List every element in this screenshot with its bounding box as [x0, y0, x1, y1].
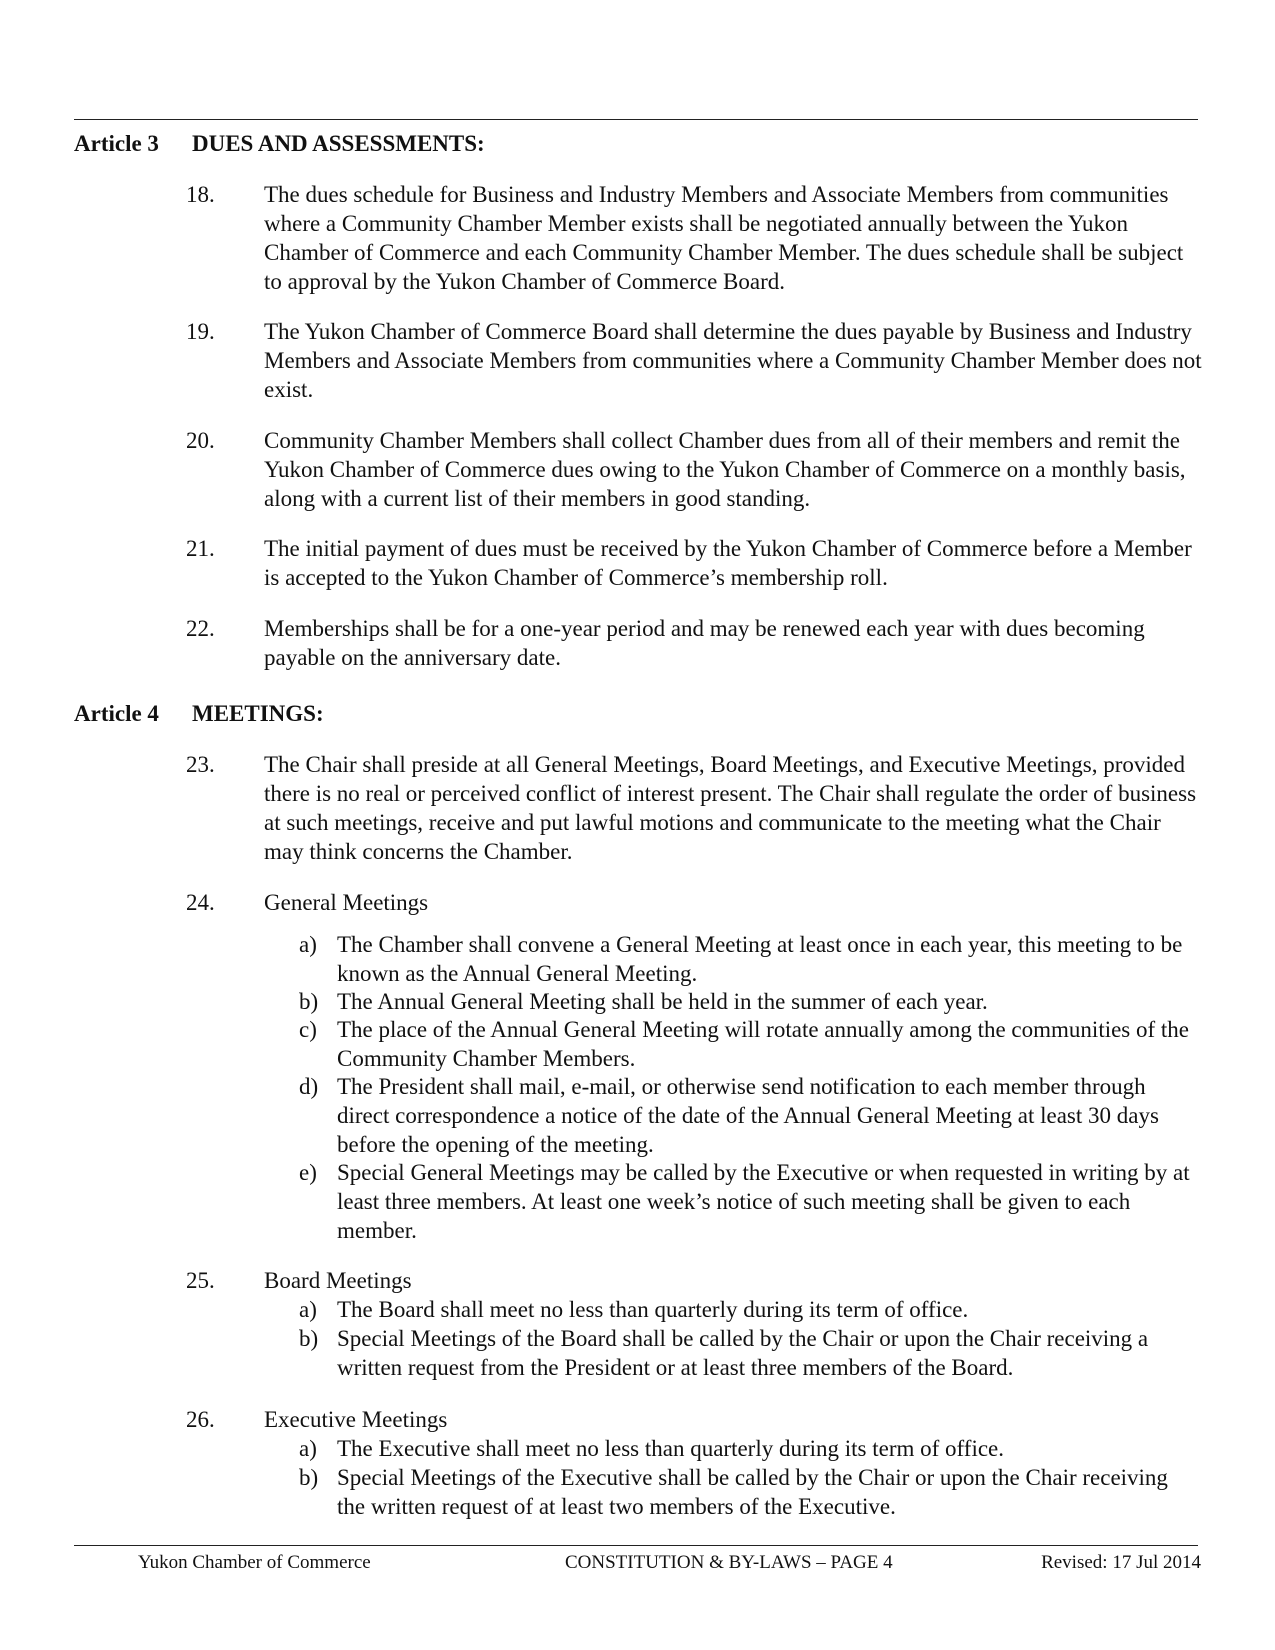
clause-number: 20. — [186, 428, 215, 453]
footer-organization: Yukon Chamber of Commerce — [138, 1552, 371, 1573]
clause-number: 19. — [186, 319, 215, 344]
sub-text: The President shall mail, e-mail, or otherwise send notification to each member through direct correspondence a notice of the date of the Annual General Meeting at least 30 days before the opening of the meeting. — [337, 1074, 1159, 1157]
sub-text: Special Meetings of the Board shall be called by the Chair or upon the Chair receiving a written request from the President or at least three members of the Board. — [337, 1326, 1149, 1380]
clause-number: 22. — [186, 616, 215, 641]
clause-number: 21. — [186, 536, 215, 561]
sub-text: The place of the Annual General Meeting will rotate annually among the communities of the Community Chamber Members. — [337, 1017, 1190, 1071]
sub-letter: e) — [299, 1160, 317, 1185]
clause-number: 18. — [186, 182, 215, 207]
article-number: Article 3 — [74, 131, 159, 156]
clause-number: 23. — [186, 752, 215, 777]
footer-revised-date: Revised: 17 Jul 2014 — [1041, 1552, 1201, 1573]
footer-rule — [74, 1545, 1198, 1546]
clause-text: The initial payment of dues must be received by the Yukon Chamber of Commerce before a Member is accepted to the Yukon Chamber of Commerce’s membership roll. — [264, 536, 1192, 590]
sub-text: The Annual General Meeting shall be held in the summer of each year. — [337, 989, 988, 1014]
sub-text: The Board shall meet no less than quarterly during its term of office. — [337, 1297, 969, 1322]
clause-number: 25. — [186, 1268, 215, 1293]
article-4-heading — [74, 700, 324, 728]
clause-text: The dues schedule for Business and Industry Members and Associate Members from communities where a Community Chamber Member exists shall be negotiated annually between the Yukon Chamber of Commerce and each Community Chamber Member. The dues schedule shall be subject to approval by the Yukon Chamber of Commerce Board. — [264, 182, 1184, 294]
sub-letter: a) — [299, 1297, 317, 1322]
clause-text: The Yukon Chamber of Commerce Board shall determine the dues payable by Business and Industry Members and Associate Members from communities where a Community Chamber Member does not exist. — [264, 319, 1202, 402]
article-number: Article 4 — [74, 701, 159, 726]
clause-heading: Executive Meetings — [264, 1407, 448, 1432]
sub-text: The Chamber shall convene a General Meeting at least once in each year, this meeting to be known as the Annual General Meeting. — [337, 932, 1183, 986]
footer-document-title: CONSTITUTION & BY-LAWS – PAGE 4 — [565, 1552, 893, 1573]
clause-number: 24. — [186, 890, 215, 915]
sub-letter: a) — [299, 1436, 317, 1461]
sub-text: Special General Meetings may be called by the Executive or when requested in writing by at least three members. At least one week’s notice of such meeting shall be given to each member. — [337, 1160, 1190, 1243]
sub-text: Special Meetings of the Executive shall be called by the Chair or upon the Chair receiving the written request of at least two members of the Executive. — [337, 1465, 1168, 1519]
header-rule — [74, 119, 1198, 120]
sub-letter: c) — [299, 1017, 317, 1042]
clause-number: 26. — [186, 1407, 215, 1432]
sub-letter: d) — [299, 1074, 319, 1099]
clause-text: Memberships shall be for a one-year period and may be renewed each year with dues becoming payable on the anniversary date. — [264, 616, 1145, 670]
clause-heading: General Meetings — [264, 890, 429, 915]
sub-letter: a) — [299, 932, 317, 957]
clause-heading: Board Meetings — [264, 1268, 412, 1293]
clause-text: The Chair shall preside at all General Meetings, Board Meetings, and Executive Meetings, provided there is no real or perceived conflict of interest present. The Chair shall regulate the order of business at such meetings, receive and put lawful motions and communicate to the meeting what the Chair may think concerns the Chamber. — [264, 752, 1197, 864]
sub-letter: b) — [299, 1326, 319, 1351]
article-3-heading — [74, 130, 485, 158]
sub-letter: b) — [299, 1465, 319, 1490]
clause-text: Community Chamber Members shall collect Chamber dues from all of their members and remit the Yukon Chamber of Commerce dues owing to the Yukon Chamber of Commerce on a monthly basis, along with a current list of their members in good standing. — [264, 428, 1186, 511]
sub-letter: b) — [299, 989, 319, 1014]
sub-text: The Executive shall meet no less than quarterly during its term of office. — [337, 1436, 1005, 1461]
article-title: DUES AND ASSESSMENTS: — [192, 131, 485, 156]
article-title: MEETINGS: — [192, 701, 324, 726]
